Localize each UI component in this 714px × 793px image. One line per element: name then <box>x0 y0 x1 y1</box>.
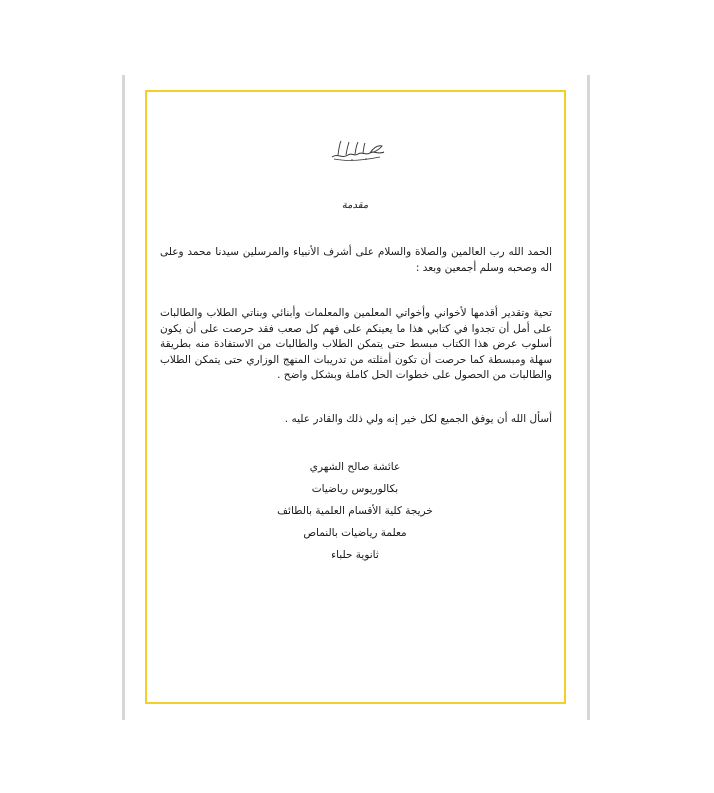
page-edge-right <box>587 75 590 720</box>
body-paragraph: تحية وتقدير أقدمها لأخواني وأخواتي المعلمين والمعلمات وأبنائي وبناتي الطلاب والطالبات على أمل أن تجدوا في كتابي هذا ما يعينكم على فهم كل صعب فقد حرصت على أن يكون أسلوب عرض هذا الكتاب مبسط حتى يتمكن الطلاب والطالبات من الاستفادة منه بطريقة سهلة ومبسطة كما حرصت أن تكون أمثلته من تدريبات المنهج الوزاري حتى يتمكن الطلاب والطالبات من الحصول على خطوات الحل كاملة وبشكل واضح . <box>160 307 552 381</box>
author-school: ثانوية حلباء <box>331 549 379 561</box>
heading-introduction: مقدمة <box>341 200 369 211</box>
basmala-calligraphy-icon <box>330 137 386 163</box>
closing-paragraph: أسأل الله أن يوفق الجميع لكل خير إنه ولي ذلك والقادر عليه . <box>284 413 552 425</box>
author-position: معلمة رياضيات بالنماص <box>303 527 407 539</box>
author-name: عائشة صالح الشهري <box>309 461 401 473</box>
page-frame-border <box>145 90 566 704</box>
author-signature-block <box>255 456 455 566</box>
author-degree: بكالوريوس رياضيات <box>311 483 399 495</box>
author-college: خريجة كلية الأقسام العلمية بالطائف <box>277 505 433 517</box>
greeting-paragraph: الحمد الله رب العالمين والصلاة والسلام على أشرف الأنبياء والمرسلين سيدنا محمد وعلى اله وصحبه وسلم أجمعين وبعد : <box>160 246 552 274</box>
